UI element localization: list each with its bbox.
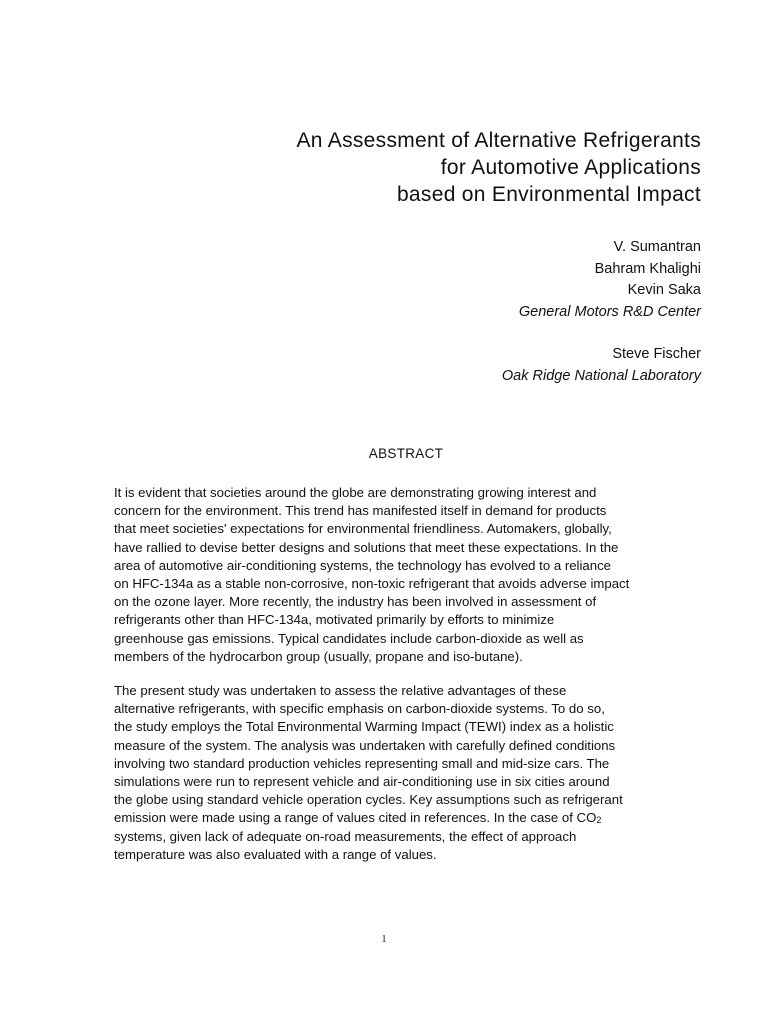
abstract-paragraph-2 <box>114 682 714 864</box>
author-name: Kevin Saka <box>627 282 701 298</box>
page-number: 1 <box>381 933 387 945</box>
author-block <box>300 237 701 387</box>
text-line: systems, given lack of adequate on-road measurements, the effect of approach <box>114 828 577 844</box>
text-line: concern for the environment. This trend has manifested itself in demand for products <box>114 503 607 519</box>
text-line: on HFC-134a as a stable non-corrosive, non-toxic refrigerant that avoids adverse impact <box>114 576 630 592</box>
text-line: refrigerants other than HFC-134a, motivated primarily by efforts to minimize <box>114 612 555 628</box>
text-line-with-subscript <box>114 809 714 827</box>
text-line: the globe using standard vehicle operation cycles. Key assumptions such as refrigerant <box>114 792 623 808</box>
author-name: Bahram Khalighi <box>594 260 701 277</box>
abstract-paragraph-1 <box>114 484 714 666</box>
title-line-1: An Assessment of Alternative Refrigerants <box>296 129 701 152</box>
text-line: on the ozone layer. More recently, the industry has been involved in assessment of <box>114 594 597 610</box>
text-line: It is evident that societies around the globe are demonstrating growing interest and <box>114 485 597 500</box>
author-name: V. Sumantran <box>613 239 701 255</box>
text-line: area of automotive air-conditioning systems, the technology has evolved to a reliance <box>114 557 612 573</box>
paper-title <box>114 127 701 208</box>
text-line: measure of the system. The analysis was undertaken with carefully defined conditions <box>114 737 616 753</box>
author-affiliation-ornl: Oak Ridge National Laboratory <box>501 367 701 384</box>
title-line-2: for Automotive Applications <box>440 156 701 179</box>
text-line: involving two standard production vehicles representing small and mid-size cars. The <box>114 755 610 771</box>
text-line: The present study was undertaken to assess the relative advantages of these <box>114 683 567 698</box>
text-line: the study employs the Total Environmental Warming Impact (TEWI) index as a holistic <box>114 719 614 735</box>
text-line: greenhouse gas emissions. Typical candidates include carbon-dioxide as well as <box>114 630 584 646</box>
text-line: alternative refrigerants, with specific emphasis on carbon-dioxide systems. To do so, <box>114 701 605 717</box>
title-line-3: based on Environmental Impact <box>396 183 701 206</box>
text-line: temperature was also evaluated with a range of values. <box>114 846 437 862</box>
text-line: that meet societies' expectations for environmental friendliness. Automakers, globally, <box>114 521 612 537</box>
text-line: have rallied to devise better designs and solutions that meet these expectations. In the <box>114 539 619 555</box>
text-line: simulations were run to represent vehicle and air-conditioning use in six cities around <box>114 774 610 790</box>
text-line: emission were made using a range of values cited in references. In the case of CO <box>114 810 597 826</box>
abstract-heading: ABSTRACT <box>368 446 444 461</box>
author-name: Steve Fischer <box>612 346 701 362</box>
co2-subscript: 2 <box>596 815 602 826</box>
author-affiliation-gm: General Motors R&D Center <box>518 303 701 320</box>
text-line: members of the hydrocarbon group (usually, propane and iso-butane). <box>114 648 523 664</box>
